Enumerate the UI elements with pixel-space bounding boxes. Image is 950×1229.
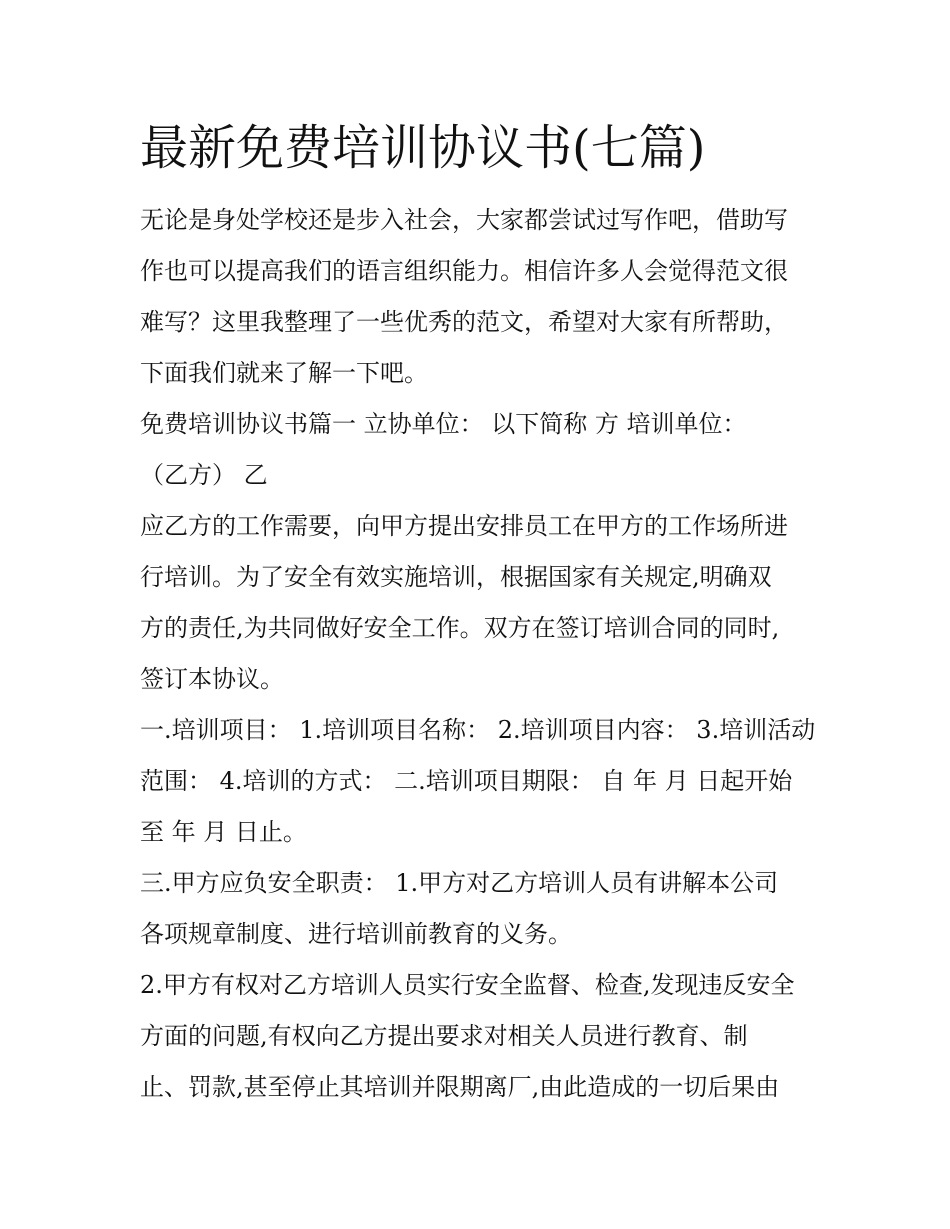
paragraph-line-5: 免费培训协议书篇一 立协单位： 以下简称 方 培训单位： <box>140 410 747 438</box>
paragraph-line-2: 作也可以提高我们的语言组织能力。相信许多人会觉得范文很 <box>140 257 788 285</box>
paragraph-line-9: 方的责任,为共同做好安全工作。双方在签订培训合同的同时, <box>140 614 780 642</box>
paragraph-line-14: 三.甲方应负安全职责： 1.甲方对乙方培训人员有讲解本公司 <box>140 869 779 897</box>
paragraph-line-1: 无论是身处学校还是步入社会，大家都尝试过写作吧，借助写 <box>140 206 788 234</box>
paragraph-line-7: 应乙方的工作需要，向甲方提出安排员工在甲方的工作场所进 <box>140 512 788 540</box>
paragraph-line-10: 签订本协议。 <box>140 665 284 693</box>
paragraph-line-16: 2.甲方有权对乙方培训人员实行安全监督、检查,发现违反安全 <box>140 971 795 999</box>
paragraph-line-13: 至 年 月 日止。 <box>140 818 307 846</box>
paragraph-line-15: 各项规章制度、进行培训前教育的义务。 <box>140 920 572 948</box>
paragraph-line-6: （乙方） 乙 <box>140 461 268 489</box>
paragraph-line-3: 难写？这里我整理了一些优秀的范文，希望对大家有所帮助， <box>140 308 788 336</box>
paragraph-line-18: 止、罚款,甚至停止其培训并限期离厂,由此造成的一切后果由 <box>140 1073 780 1101</box>
paragraph-line-4: 下面我们就来了解一下吧。 <box>140 359 428 387</box>
paragraph-line-12: 范围： 4.培训的方式： 二.培训项目期限： 自 年 月 日起开始 <box>140 767 793 795</box>
paragraph-line-8: 行培训。为了安全有效实施培训，根据国家有关规定,明确双 <box>140 563 772 591</box>
document-title: 最新免费培训协议书(七篇) <box>140 120 706 176</box>
paragraph-line-11: 一.培训项目： 1.培训项目名称： 2.培训项目内容： 3.培训活动 <box>140 716 816 744</box>
paragraph-line-17: 方面的问题,有权向乙方提出要求对相关人员进行教育、制 <box>140 1022 748 1050</box>
